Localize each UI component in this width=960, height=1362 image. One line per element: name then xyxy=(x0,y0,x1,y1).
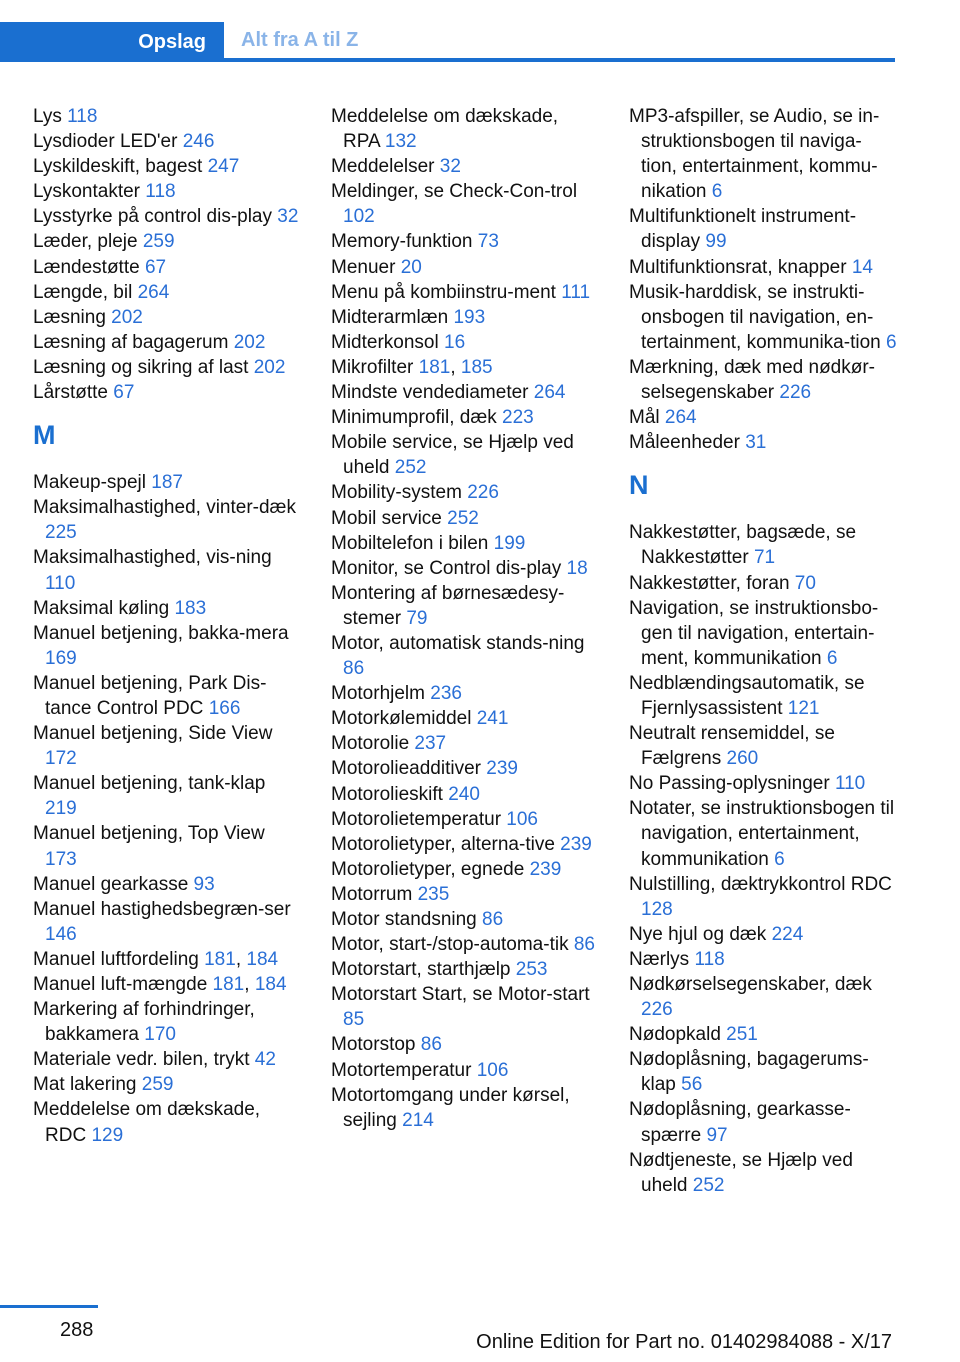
page-link[interactable]: 202 xyxy=(233,331,266,353)
index-entry-term: Manuel hastighedsbegræn-ser xyxy=(33,898,291,920)
page-link[interactable]: 259 xyxy=(141,1074,174,1096)
page-link[interactable]: 264 xyxy=(664,407,697,429)
page-link[interactable]: 187 xyxy=(151,472,183,494)
index-entry-term: Læsning og sikring af last xyxy=(33,356,254,378)
index-entry-term: Motor, start-/stop-automa-tik xyxy=(331,934,574,956)
index-entry xyxy=(629,947,897,972)
page-link[interactable]: 20 xyxy=(400,256,422,278)
index-entry-term: Markering af forhindringer, bakkamera xyxy=(33,999,255,1046)
index-entry xyxy=(33,621,301,671)
index-entry xyxy=(33,204,301,229)
page-link[interactable]: 199 xyxy=(493,532,526,554)
index-entry-term: Nødoplåsning, gearkasse-spærre xyxy=(629,1099,851,1146)
index-entry-term: Lysstyrke på control dis-play xyxy=(33,206,278,228)
page-link[interactable]: 6 xyxy=(886,331,897,353)
page-link[interactable]: 97 xyxy=(706,1124,728,1146)
page-link[interactable]: 251 xyxy=(726,1024,758,1046)
index-entry xyxy=(33,179,301,204)
page-link[interactable]: 99 xyxy=(705,231,727,253)
page-link[interactable]: 226 xyxy=(641,999,673,1021)
page-link[interactable]: 260 xyxy=(726,748,759,770)
index-entry xyxy=(331,229,599,254)
index-entry-term: Nedblændingsautomatik, se Fjernlysassistent xyxy=(629,672,865,719)
index-entry-term: Lysdioder LED'er xyxy=(33,131,183,153)
index-entry-term: Motorolie xyxy=(331,733,415,755)
index-entry-term: Menuer xyxy=(331,256,401,278)
index-entry xyxy=(629,796,897,871)
page-link[interactable]: 172 xyxy=(45,748,77,770)
page-link[interactable]: 184 xyxy=(246,948,279,970)
page-link[interactable]: 202 xyxy=(111,306,143,328)
index-entry xyxy=(629,1148,897,1198)
index-entry xyxy=(629,1047,897,1097)
index-column-1 xyxy=(33,104,301,1148)
page-link[interactable]: 223 xyxy=(502,407,534,429)
page-link[interactable]: 93 xyxy=(193,873,215,895)
index-entry-term: Nulstilling, dæktrykkontrol RDC xyxy=(629,873,892,895)
index-entry-term: Nye hjul og dæk xyxy=(629,923,772,945)
index-entry xyxy=(629,1097,897,1147)
index-entry xyxy=(33,1097,301,1147)
index-entry xyxy=(629,596,897,671)
header-divider xyxy=(0,58,895,62)
index-entry xyxy=(33,470,301,495)
index-entry-term: Motorhjelm xyxy=(331,683,431,705)
index-entry-term: Menu på kombiinstru-ment xyxy=(331,281,562,303)
index-entry-term: Længde, bil xyxy=(33,281,138,303)
index-entry-term: Makeup-spejl xyxy=(33,472,152,494)
page-link[interactable]: 239 xyxy=(560,833,592,855)
index-entry xyxy=(331,1032,599,1057)
index-entry-term: Maksimal køling xyxy=(33,597,175,619)
index-entry-term: Læder, pleje xyxy=(33,231,143,253)
index-entry-term: Mobil service xyxy=(331,507,448,529)
index-entry-term: Nødoplåsning, bagagerums-klap xyxy=(629,1049,869,1096)
index-entry-term: Meldinger, se Check-Con-trol xyxy=(331,181,578,203)
index-entry xyxy=(331,255,599,280)
page-separator: , xyxy=(235,948,247,970)
page-link[interactable]: 239 xyxy=(486,758,518,780)
index-entry xyxy=(629,430,897,455)
index-entry xyxy=(331,280,599,305)
index-entry xyxy=(331,731,599,756)
page-link[interactable]: 225 xyxy=(45,522,77,544)
index-entry-term: Motorolietyper, egnede xyxy=(331,858,530,880)
index-entry xyxy=(629,1022,897,1047)
page-link[interactable]: 169 xyxy=(45,647,77,669)
page-link[interactable]: 246 xyxy=(182,131,215,153)
page-link[interactable]: 73 xyxy=(477,231,499,253)
index-entry xyxy=(331,706,599,731)
page-link[interactable]: 42 xyxy=(254,1049,276,1071)
page-link[interactable]: 6 xyxy=(774,848,785,870)
index-entry-term: Meddelelser xyxy=(331,156,440,178)
index-entry xyxy=(33,1072,301,1097)
index-entry-term: Mindste vendediameter xyxy=(331,382,534,404)
page-link[interactable]: 86 xyxy=(343,658,365,680)
index-entry xyxy=(331,355,599,380)
index-entry xyxy=(331,932,599,957)
tab-alt-fra-a-til-z[interactable] xyxy=(241,22,358,58)
index-entry xyxy=(33,947,301,972)
page-link[interactable]: 118 xyxy=(694,948,725,970)
page-link[interactable]: 226 xyxy=(467,482,499,504)
index-entry xyxy=(629,355,897,405)
index-entry xyxy=(331,907,599,932)
index-entry xyxy=(33,305,301,330)
index-entry xyxy=(33,972,301,997)
page-link[interactable]: 118 xyxy=(145,181,176,203)
page-link[interactable]: 237 xyxy=(414,733,447,755)
page-link[interactable]: 219 xyxy=(45,798,77,820)
page-link[interactable]: 85 xyxy=(343,1009,365,1031)
page-link[interactable]: 86 xyxy=(482,909,504,930)
index-entry xyxy=(331,480,599,505)
page-link[interactable]: 106 xyxy=(476,1059,509,1081)
index-entry xyxy=(331,179,599,229)
page-link[interactable]: 247 xyxy=(207,156,240,178)
index-entry-term: Mat lakering xyxy=(33,1074,142,1096)
index-entry xyxy=(629,520,897,570)
page-link[interactable]: 239 xyxy=(529,858,562,880)
page-link[interactable]: 132 xyxy=(384,131,417,153)
index-entry xyxy=(629,280,897,355)
index-entry-term: Meddelelse om dækskade, RDC xyxy=(33,1099,261,1146)
page-link[interactable]: 241 xyxy=(476,708,509,730)
page-link[interactable]: 6 xyxy=(826,647,838,669)
index-entry-term: Motorolieadditiver xyxy=(331,758,487,780)
index-entry-term: Mål xyxy=(629,407,665,429)
index-entry xyxy=(331,330,599,355)
index-entry-term: Motorstart, starthjælp xyxy=(331,959,516,981)
index-entry xyxy=(331,982,599,1032)
index-column-3 xyxy=(629,104,897,1198)
index-entry-term: Nødopkald xyxy=(629,1024,727,1046)
index-entry xyxy=(629,721,897,771)
page-link[interactable]: 110 xyxy=(45,572,76,594)
index-entry xyxy=(33,671,301,721)
index-entry-term: Lys xyxy=(33,106,68,127)
page-link[interactable]: 146 xyxy=(45,923,77,945)
index-entry-term: Midterkonsol xyxy=(331,331,444,353)
index-entry-term: Midterarmlæn xyxy=(331,306,454,328)
page-link[interactable]: 170 xyxy=(144,1024,176,1046)
page-link[interactable]: 71 xyxy=(753,547,776,569)
index-entry xyxy=(331,380,599,405)
page-link[interactable]: 70 xyxy=(794,572,816,594)
page-link[interactable]: 79 xyxy=(406,607,428,629)
index-entry-term: Lyskontakter xyxy=(33,181,146,203)
index-entry xyxy=(331,154,599,179)
page-link[interactable]: 14 xyxy=(851,256,873,278)
index-entry-term: Motortemperatur xyxy=(331,1059,477,1081)
index-entry xyxy=(629,771,897,796)
page-link[interactable]: 259 xyxy=(142,231,175,253)
index-entry-term: Måleenheder xyxy=(629,432,746,454)
page-link[interactable]: 185 xyxy=(460,356,493,378)
index-entry xyxy=(33,330,301,355)
index-entry xyxy=(331,531,599,556)
index-entry-term: Lårstøtte xyxy=(33,382,114,404)
page-link[interactable]: 32 xyxy=(277,206,299,228)
page-link[interactable]: 56 xyxy=(681,1074,703,1096)
index-entry xyxy=(33,280,301,305)
index-entry-term: Minimumprofil, dæk xyxy=(331,407,503,429)
index-entry-term: Monitor, se Control dis-play xyxy=(331,557,567,579)
index-entry xyxy=(629,872,897,922)
page-link[interactable]: 121 xyxy=(787,697,820,719)
index-column-2 xyxy=(331,104,599,1133)
page-link[interactable]: 184 xyxy=(254,974,287,995)
page-link[interactable]: 118 xyxy=(67,106,98,127)
page-link[interactable]: 264 xyxy=(137,281,170,303)
index-entry xyxy=(33,495,301,545)
tab-opslag-label: Opslag xyxy=(138,30,206,53)
index-entry-term: Motorstart Start, se Motor-start xyxy=(331,984,590,1006)
index-entry xyxy=(331,1058,599,1083)
index-entry-term: Motorrum xyxy=(331,883,418,905)
index-entry-term: Motor, automatisk stands-ning xyxy=(331,632,585,654)
page-link[interactable]: 173 xyxy=(45,848,77,870)
index-entry xyxy=(33,897,301,947)
index-entry xyxy=(331,832,599,857)
index-entry xyxy=(331,430,599,480)
index-entry-term: Manuel betjening, Park Dis-tance Control PDC xyxy=(33,672,267,719)
index-entry-term: No Passing-oplysninger xyxy=(629,773,835,795)
index-entry xyxy=(331,756,599,781)
page-link[interactable]: 18 xyxy=(566,557,588,579)
section-letter-heading: M xyxy=(33,420,56,451)
index-entry xyxy=(331,857,599,882)
index-entry-term: Nakkestøtter, foran xyxy=(629,572,795,594)
index-entry-term: Nærlys xyxy=(629,948,695,970)
index-entry xyxy=(629,671,897,721)
index-entry xyxy=(629,405,897,430)
index-entry xyxy=(331,681,599,706)
header-bar xyxy=(0,0,960,62)
page-link[interactable]: 67 xyxy=(113,382,135,404)
page-link[interactable]: 6 xyxy=(711,181,723,203)
tab-alt-fra-a-til-z-label: Alt fra A til Z xyxy=(241,28,359,51)
index-entry xyxy=(629,571,897,596)
index-entry-term: Neutralt rensemiddel, se Fælgrens xyxy=(629,723,835,770)
index-entry xyxy=(33,255,301,280)
index-entry xyxy=(33,721,301,771)
page-link[interactable]: 264 xyxy=(533,382,566,404)
index-entry-term: Lændestøtte xyxy=(33,256,145,278)
index-entry xyxy=(331,1083,599,1133)
index-entry-term: Manuel betjening, Top View xyxy=(33,823,265,845)
index-entry-term: Nødkørselsegenskaber, dæk xyxy=(629,974,872,995)
index-entry xyxy=(33,1047,301,1072)
index-entry-term: Notater, se instruktionsbogen til navigation, entertainment, kommunikation xyxy=(629,798,895,870)
index-entry-term: MP3-afspiller, se Audio, se in-struktionsbogen til naviga-tion, entertainment, kommu-nikation xyxy=(629,106,880,203)
index-entry-term: Memory-funktion xyxy=(331,231,478,253)
index-entry-term: Manuel betjening, bakka-mera xyxy=(33,622,289,644)
index-entry-term: Motorkølemiddel xyxy=(331,708,477,730)
index-entry xyxy=(629,922,897,947)
page-link[interactable]: 181 xyxy=(418,356,451,378)
index-entry-term: Maksimalhastighed, vis-ning xyxy=(33,547,272,569)
index-entry xyxy=(331,882,599,907)
page-link[interactable]: 31 xyxy=(745,432,767,454)
page-link[interactable]: 129 xyxy=(91,1124,124,1146)
index-entry xyxy=(331,782,599,807)
page-link[interactable]: 226 xyxy=(779,382,812,404)
index-entry-term: Læsning af bagagerum xyxy=(33,331,234,353)
page-link[interactable]: 235 xyxy=(417,883,450,905)
page-link[interactable]: 240 xyxy=(448,783,480,805)
index-entry xyxy=(629,255,897,280)
index-entry-term: Navigation, se instruktionsbo-gen til navigation, entertain-ment, kommunikation xyxy=(629,597,879,669)
footer-divider xyxy=(0,1305,98,1308)
page-link[interactable]: 86 xyxy=(573,934,595,956)
index-entry-term: Mobility-system xyxy=(331,482,468,504)
index-entry xyxy=(331,405,599,430)
index-entry xyxy=(33,154,301,179)
index-entry-term: Lyskildeskift, bagest xyxy=(33,156,208,178)
index-entry-term: Nakkestøtter, bagsæde, se Nakkestøtter xyxy=(629,522,857,569)
tab-opslag[interactable] xyxy=(0,22,224,62)
page-link[interactable]: 181 xyxy=(212,974,245,995)
page-separator: , xyxy=(450,356,461,378)
index-entry xyxy=(33,104,301,129)
index-entry xyxy=(629,204,897,254)
index-entry xyxy=(33,229,301,254)
page-link[interactable]: 224 xyxy=(771,923,804,945)
index-entry-term: Musik-harddisk, se instrukti-onsbogen til navigation, en-tertainment, kommunika-tion xyxy=(629,281,886,353)
index-entry xyxy=(331,506,599,531)
index-entry-term: Materiale vedr. bilen, trykt xyxy=(33,1049,255,1071)
index-entry xyxy=(33,596,301,621)
index-entry xyxy=(331,581,599,631)
page-link[interactable]: 111 xyxy=(561,281,591,303)
index-entry xyxy=(331,631,599,681)
index-entry-term: Manuel gearkasse xyxy=(33,873,194,895)
index-entry xyxy=(33,355,301,380)
index-entry xyxy=(33,872,301,897)
index-entry-term: Nødtjeneste, se Hjælp ved uheld xyxy=(629,1149,853,1196)
index-entry-term: Manuel luft-mængde xyxy=(33,974,213,995)
page-number: 288 xyxy=(60,1319,94,1341)
index-entry-term: Meddelelse om dækskade, RPA xyxy=(331,106,559,153)
index-entry xyxy=(33,545,301,595)
index-entry xyxy=(33,997,301,1047)
page-link[interactable]: 252 xyxy=(692,1174,725,1196)
index-entry xyxy=(629,972,897,1022)
page-link[interactable]: 16 xyxy=(444,331,466,353)
page-link[interactable]: 106 xyxy=(506,808,538,830)
index-entry-term: Multifunktionelt instrument-display xyxy=(629,206,857,253)
index-entry-term: Motorolieskift xyxy=(331,783,449,805)
edition-note: Online Edition for Part no. 01402984088 - X/17 xyxy=(476,1331,892,1353)
page-separator: , xyxy=(244,974,255,995)
index-entry-term: Motorstop xyxy=(331,1034,421,1056)
index-entry-term: Motorolietemperatur xyxy=(331,808,507,830)
index-entry-term: Mobiltelefon i bilen xyxy=(331,532,494,554)
index-entry-term: Montering af børnesædesy-stemer xyxy=(331,582,565,629)
index-entry-term: Motor standsning xyxy=(331,909,483,930)
index-entry xyxy=(331,305,599,330)
index-entry-term: Maksimalhastighed, vinter-dæk xyxy=(33,497,296,519)
index-entry-term: Motorolietyper, alterna-tive xyxy=(331,833,561,855)
index-entry-term: Manuel luftfordeling xyxy=(33,948,205,970)
index-entry-term: Læsning xyxy=(33,306,112,328)
page-link[interactable]: 102 xyxy=(343,206,375,228)
page-link[interactable]: 67 xyxy=(144,256,167,278)
page-link[interactable]: 193 xyxy=(453,306,486,328)
page-link[interactable]: 214 xyxy=(402,1109,434,1131)
page-link[interactable]: 32 xyxy=(439,156,461,178)
index-entry xyxy=(33,129,301,154)
section-letter-heading: N xyxy=(629,470,649,501)
page-link[interactable]: 252 xyxy=(447,507,479,529)
index-entry-term: Mobile service, se Hjælp ved uheld xyxy=(331,432,574,479)
index-entry-term: Mærkning, dæk med nødkør-selsegenskaber xyxy=(629,356,876,404)
page-link[interactable]: 128 xyxy=(641,898,673,920)
index-entry xyxy=(33,821,301,871)
page-link[interactable]: 252 xyxy=(394,457,427,479)
index-entry-term: Multifunktionsrat, knapper xyxy=(629,256,852,278)
page-link[interactable]: 181 xyxy=(204,948,236,970)
index-entry-term: Mikrofilter xyxy=(331,356,419,378)
page-link[interactable]: 86 xyxy=(420,1034,442,1056)
page-link[interactable]: 183 xyxy=(174,597,207,619)
index-entry xyxy=(33,771,301,821)
page-link[interactable]: 253 xyxy=(515,959,548,981)
index-entry xyxy=(331,104,599,154)
index-entry-term: Manuel betjening, Side View xyxy=(33,723,273,745)
index-entry xyxy=(331,957,599,982)
index-entry xyxy=(331,556,599,581)
index-entry-term: Motortomgang under kørsel, sejling xyxy=(331,1084,570,1131)
page-link[interactable]: 166 xyxy=(208,697,241,719)
index-entry-term: Manuel betjening, tank-klap xyxy=(33,773,266,795)
index-entry xyxy=(629,104,897,204)
page-link[interactable]: 202 xyxy=(253,356,286,378)
page-link[interactable]: 110 xyxy=(834,773,866,795)
index-entry xyxy=(33,380,301,405)
page-link[interactable]: 236 xyxy=(430,683,462,705)
index-entry xyxy=(331,807,599,832)
